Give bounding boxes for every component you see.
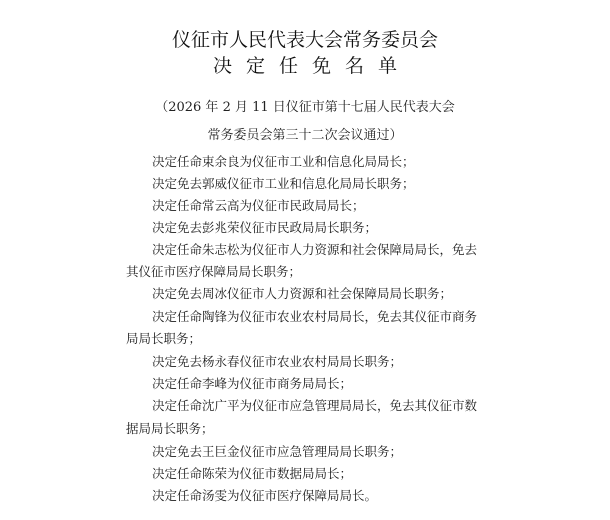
list-item: 决定免去周冰仪征市人力资源和社会保障局局长职务；	[152, 286, 453, 301]
list-item: 决定免去王巨金仪征市应急管理局局长职务；	[152, 444, 403, 459]
list-item: 决定免去杨永春仪征市农业农村局局长职务；	[152, 354, 403, 369]
list-item: 决定免去郭威仪征市工业和信息化局局长职务；	[152, 176, 415, 191]
document-title: 仪征市人民代表大会常务委员会	[171, 29, 438, 51]
list-item: 决定任命汤雯为仪征市医疗保障局局长。	[152, 488, 378, 503]
list-item: 决定任命陶锋为仪征市农业农村局局长，免去其仪征市商务	[152, 309, 478, 324]
meeting-note-line-1: （2026 年 2 月 11 日仪征市第十七届人民代表大会	[155, 100, 455, 115]
list-item: 决定任命朱志松为仪征市人力资源和社会保障局局长，免去	[152, 242, 478, 257]
list-item-continued: 据局局长职务；	[126, 421, 214, 436]
document-title-sub: 决定任免名单	[212, 55, 411, 77]
list-item: 决定任命常云高为仪征市民政局局长；	[152, 198, 365, 213]
list-item-continued: 局局长职务；	[126, 331, 202, 346]
meeting-note-line-2: 常务委员会第三十二次会议通过）	[207, 128, 403, 143]
list-item: 决定任命陈荣为仪征市数据局局长；	[152, 466, 353, 481]
list-item: 决定任命李峰为仪征市商务局局长；	[152, 376, 353, 391]
list-item: 决定任命沈广平为仪征市应急管理局局长，免去其仪征市数	[152, 398, 478, 413]
list-item-continued: 其仪征市医疗保障局局长职务；	[126, 264, 302, 279]
list-item: 决定免去彭兆荣仪征市民政局局长职务；	[152, 220, 378, 235]
list-item: 决定任命束余良为仪征市工业和信息化局局长；	[152, 154, 415, 169]
